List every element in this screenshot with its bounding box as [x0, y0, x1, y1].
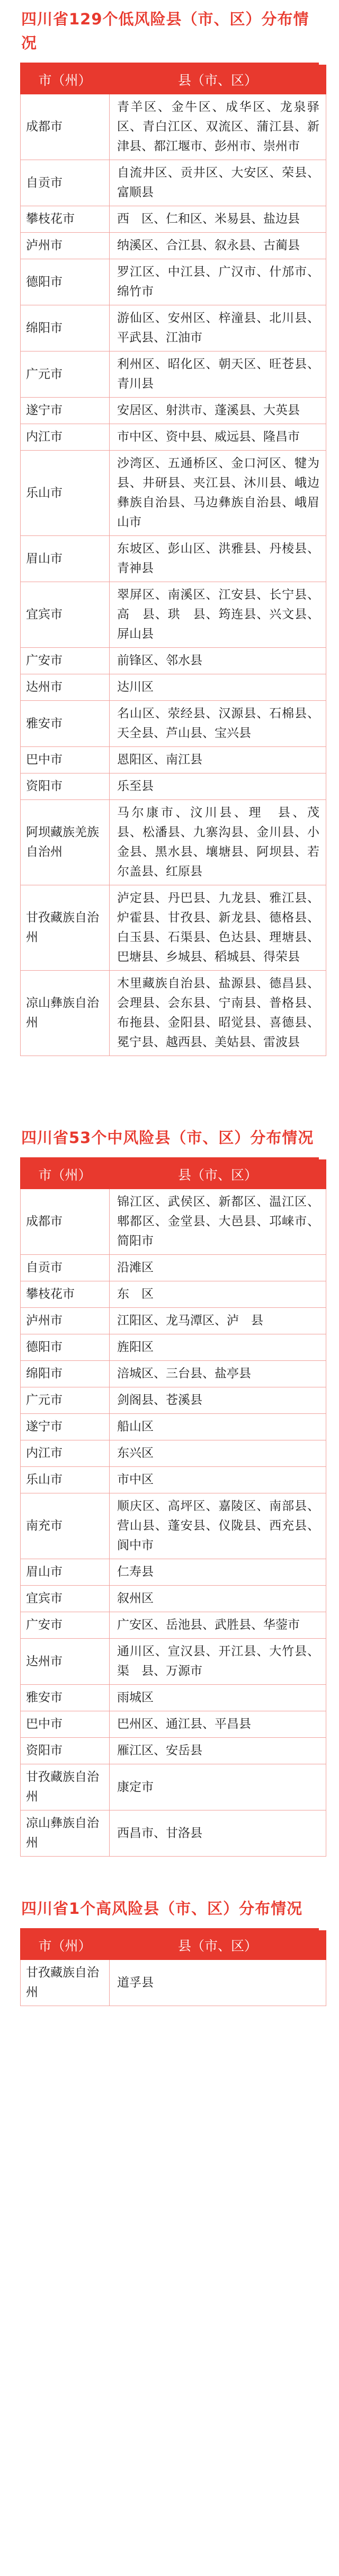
city-cell: 眉山市: [21, 536, 110, 582]
city-cell: 甘孜藏族自治州: [21, 1764, 110, 1810]
city-cell: 凉山彝族自治州: [21, 971, 110, 1056]
counties-cell: 利州区、昭化区、朝天区、旺苍县、青川县: [110, 351, 326, 398]
counties-cell: 前锋区、邻水县: [110, 648, 326, 674]
counties-cell: 安居区、射洪市、蓬溪县、大英县: [110, 398, 326, 424]
city-cell: 凉山彝族自治州: [21, 1810, 110, 1857]
city-cell: 雅安市: [21, 701, 110, 747]
counties-cell: 江阳区、龙马潭区、泸 县: [110, 1308, 326, 1334]
low-risk-title-block: [20, 0, 319, 65]
city-cell: 乐山市: [21, 451, 110, 536]
table-row: [21, 1559, 326, 1586]
counties-cell: 沙湾区、五通桥区、金口河区、犍为县、井研县、夹江县、沐川县、峨边彝族自治县、马边彝族自治县、峨眉山市: [110, 451, 326, 536]
table-row: [21, 160, 326, 206]
table-row: [21, 971, 326, 1056]
table-row: [21, 424, 326, 451]
city-cell: 乐山市: [21, 1467, 110, 1493]
table-row: [21, 1255, 326, 1281]
low-risk-table-body: [21, 94, 332, 1056]
city-cell: 绵阳市: [21, 1361, 110, 1387]
table-row: [21, 1467, 326, 1493]
counties-cell: 东坡区、彭山区、洪雅县、丹棱县、青神县: [110, 536, 326, 582]
medium-risk-table-body: [21, 1189, 326, 1857]
table-header-row: [21, 1160, 326, 1189]
table-row: [21, 1764, 326, 1810]
table-row: [21, 674, 326, 701]
low-risk-section: [0, 0, 339, 1056]
city-cell: 阿坝藏族羌族自治州: [21, 800, 110, 885]
city-cell: 南充市: [21, 1493, 110, 1559]
table-row: [21, 1810, 326, 1857]
counties-cell: 通川区、宣汉县、开江县、大竹县、渠 县、万源市: [110, 1639, 326, 1685]
high-risk-title: 四川省1个高风险县（市、区）分布情况: [21, 1900, 303, 1918]
city-cell: 甘孜藏族自治州: [21, 885, 110, 971]
counties-cell: 东兴区: [110, 1440, 326, 1467]
counties-cell: 罗江区、中江县、广汉市、什邡市、绵竹市: [110, 259, 326, 305]
table-row: [21, 94, 326, 160]
city-cell: 资阳市: [21, 773, 110, 800]
counties-cell: 雨城区: [110, 1685, 326, 1711]
table-row: [21, 536, 326, 582]
counties-cell: 达川区: [110, 674, 326, 701]
counties-cell: 恩阳区、南江县: [110, 747, 326, 773]
counties-cell: 纳溪区、合江县、叙永县、古蔺县: [110, 233, 326, 259]
table-row: [21, 773, 326, 800]
table-row: [21, 233, 326, 259]
city-cell: 遂宁市: [21, 1414, 110, 1440]
high-risk-table: [20, 1930, 326, 2006]
counties-cell: 游仙区、安州区、梓潼县、北川县、平武县、江油市: [110, 305, 326, 351]
counties-cell: 锦江区、武侯区、新都区、温江区、郫都区、金堂县、大邑县、邛崃市、简阳市: [110, 1189, 326, 1255]
table-row: [21, 885, 326, 971]
city-cell: 德阳市: [21, 1334, 110, 1361]
counties-cell: 翠屏区、南溪区、江安县、长宁县、高 县、珙 县、筠连县、兴文县、屏山县: [110, 582, 326, 648]
header-city: 市（州）: [21, 1160, 110, 1189]
city-cell: 巴中市: [21, 1711, 110, 1738]
counties-cell: 自流井区、贡井区、大安区、荣县、富顺县: [110, 160, 326, 206]
counties-cell: 顺庆区、高坪区、嘉陵区、南部县、营山县、蓬安县、仪陇县、西充县、阆中市: [110, 1493, 326, 1559]
counties-cell: 木里藏族自治县、盐源县、德昌县、会理县、会东县、宁南县、普格县、布拖县、金阳县、昭觉县、喜德县、冕宁县、越西县、美姑县、雷波县: [110, 971, 326, 1056]
header-counties: 县（市、区）: [110, 1931, 326, 1960]
city-cell: 巴中市: [21, 747, 110, 773]
city-cell: 资阳市: [21, 1738, 110, 1764]
table-row: [21, 1189, 326, 1255]
table-row: [21, 1586, 326, 1612]
table-row: [21, 747, 326, 773]
counties-cell: 泸定县、丹巴县、九龙县、雅江县、炉霍县、甘孜县、新龙县、德格县、白玉县、石渠县、色达县、理塘县、巴塘县、乡城县、稻城县、得荣县: [110, 885, 326, 971]
high-risk-section: [0, 1889, 339, 2006]
table-row: [21, 1440, 326, 1467]
table-row: [21, 648, 326, 674]
table-header-row: [21, 1931, 326, 1960]
city-cell: 广安市: [21, 648, 110, 674]
header-counties: 县（市、区）: [110, 65, 326, 94]
medium-risk-section: [0, 1119, 339, 1857]
city-cell: 自贡市: [21, 160, 110, 206]
table-row: [21, 582, 326, 648]
city-cell: 广元市: [21, 1387, 110, 1414]
table-row: [21, 1308, 326, 1334]
header-city: 市（州）: [21, 65, 110, 94]
header-counties: 县（市、区）: [110, 1160, 326, 1189]
counties-cell: 船山区: [110, 1414, 326, 1440]
city-cell: 德阳市: [21, 259, 110, 305]
table-row: [21, 1334, 326, 1361]
table-row: [21, 1493, 326, 1559]
table-row: [21, 1612, 326, 1639]
table-row: [21, 206, 326, 233]
table-row: [21, 800, 326, 885]
table-row: [21, 1281, 326, 1308]
counties-cell: 市中区、资中县、威远县、隆昌市: [110, 424, 326, 451]
section-spacer: [0, 1056, 339, 1119]
table-row: [21, 451, 326, 536]
counties-cell: 西 区、仁和区、米易县、盐边县: [110, 206, 326, 233]
table-row: [21, 1685, 326, 1711]
table-row: [21, 398, 326, 424]
city-cell: 内江市: [21, 424, 110, 451]
city-cell: 泸州市: [21, 1308, 110, 1334]
city-cell: 自贡市: [21, 1255, 110, 1281]
counties-cell: 东 区: [110, 1281, 326, 1308]
city-cell: 雅安市: [21, 1685, 110, 1711]
counties-cell: 仁寿县: [110, 1559, 326, 1586]
table-row: [21, 1361, 326, 1387]
table-row: [21, 701, 326, 747]
counties-cell: 道孚县: [110, 1960, 326, 2006]
table-row: [21, 1639, 326, 1685]
counties-cell: 旌阳区: [110, 1334, 326, 1361]
table-row: [21, 1738, 326, 1764]
table-row: [21, 1711, 326, 1738]
city-cell: 成都市: [21, 1189, 110, 1255]
counties-cell: 巴州区、通江县、平昌县: [110, 1711, 326, 1738]
city-cell: 绵阳市: [21, 305, 110, 351]
counties-cell: 雁江区、安岳县: [110, 1738, 326, 1764]
high-risk-table-body: [21, 1960, 326, 2006]
city-cell: 广安市: [21, 1612, 110, 1639]
medium-risk-table: [20, 1159, 326, 1857]
table-row: [21, 351, 326, 398]
high-risk-title-block: [20, 1889, 319, 1930]
low-risk-title: 四川省129个低风险县（市、区）分布情况: [21, 10, 309, 52]
city-cell: 内江市: [21, 1440, 110, 1467]
counties-cell: 涪城区、三台县、盐亭县: [110, 1361, 326, 1387]
low-risk-table: [20, 65, 332, 1056]
table-row: [21, 305, 326, 351]
city-cell: 眉山市: [21, 1559, 110, 1586]
counties-cell: 广安区、岳池县、武胜县、华蓥市: [110, 1612, 326, 1639]
table-row: [21, 259, 326, 305]
table-row: [21, 1960, 326, 2006]
city-cell: 宜宾市: [21, 1586, 110, 1612]
city-cell: 广元市: [21, 351, 110, 398]
medium-risk-title: 四川省53个中风险县（市、区）分布情况: [21, 1129, 314, 1147]
counties-cell: 西昌市、甘洛县: [110, 1810, 326, 1857]
counties-cell: 马尔康市、汶川县、理 县、茂 县、松潘县、九寨沟县、金川县、小金县、黑水县、壤塘县、阿坝县、若尔盖县、红原县: [110, 800, 326, 885]
city-cell: 达州市: [21, 674, 110, 701]
city-cell: 达州市: [21, 1639, 110, 1685]
counties-cell: 沿滩区: [110, 1255, 326, 1281]
table-row: [21, 1387, 326, 1414]
city-cell: 攀枝花市: [21, 1281, 110, 1308]
medium-risk-title-block: [20, 1119, 319, 1159]
counties-cell: 市中区: [110, 1467, 326, 1493]
counties-cell: 叙州区: [110, 1586, 326, 1612]
city-cell: 遂宁市: [21, 398, 110, 424]
section-spacer: [0, 1857, 339, 1889]
city-cell: 泸州市: [21, 233, 110, 259]
counties-cell: 名山区、荥经县、汉源县、石棉县、天全县、芦山县、宝兴县: [110, 701, 326, 747]
table-row: [21, 1414, 326, 1440]
counties-cell: 康定市: [110, 1764, 326, 1810]
city-cell: 攀枝花市: [21, 206, 110, 233]
header-city: 市（州）: [21, 1931, 110, 1960]
counties-cell: 青羊区、金牛区、成华区、龙泉驿区、青白江区、双流区、蒲江县、新津县、都江堰市、彭州市、崇州市: [110, 94, 326, 160]
counties-cell: 乐至县: [110, 773, 326, 800]
counties-cell: 剑阁县、苍溪县: [110, 1387, 326, 1414]
city-cell: 宜宾市: [21, 582, 110, 648]
city-cell: 甘孜藏族自治州: [21, 1960, 110, 2006]
table-header-row: [21, 65, 326, 94]
city-cell: 成都市: [21, 94, 110, 160]
